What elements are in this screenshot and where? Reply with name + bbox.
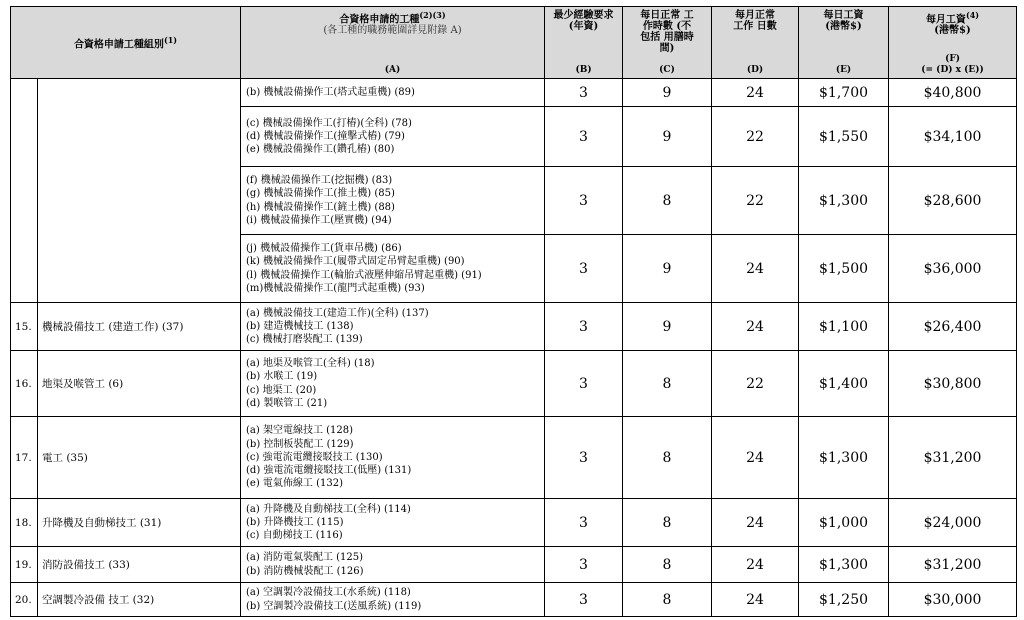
occupation-item: (c) 強電流電纜接駁技工 (130)	[246, 451, 383, 463]
monthly-wage-value: $24,000	[889, 499, 1017, 547]
header-occupation-col-label: (A)	[384, 65, 401, 75]
group-number	[11, 79, 38, 303]
occupation-item: (c) 地渠工 (20)	[246, 384, 317, 396]
occupation-item: (d) 機械設備操作工(撞擊式樁) (79)	[246, 130, 405, 142]
header-days-label: 每月正常 工作 日數	[733, 10, 777, 32]
occupation-item: (e) 電氣佈線工 (132)	[246, 478, 343, 490]
monthly-wage-value: $30,800	[889, 351, 1017, 417]
occupation-list	[241, 303, 545, 351]
group-number: 17.	[11, 417, 38, 499]
table-row	[11, 79, 1017, 107]
days-value: 24	[712, 303, 799, 351]
daily-wage-value: $1,550	[799, 107, 889, 167]
experience-value: 3	[545, 547, 623, 583]
hours-value: 8	[623, 417, 712, 499]
table-row	[11, 547, 1017, 583]
table-row	[11, 417, 1017, 499]
occupation-item: (a) 升降機及自動梯技工(全科) (114)	[246, 503, 411, 515]
hours-value: 9	[623, 79, 712, 107]
occupation-list	[241, 107, 545, 167]
occupation-item: (e) 機械設備操作工(鑽孔樁) (80)	[246, 144, 395, 156]
monthly-wage-value: $36,000	[889, 235, 1017, 303]
occupation-list	[241, 351, 545, 417]
occupation-list	[241, 235, 545, 303]
header-occupation-sub: (各工種的職務範圍詳見附錄 A)	[323, 25, 462, 37]
header-group-label: 合資格申請工種組別	[73, 39, 164, 51]
occupation-list	[241, 583, 545, 617]
header-hours-label: 每日正常 工作時數 (不包括 用膳時間)	[640, 10, 694, 54]
daily-wage-value: $1,300	[799, 417, 889, 499]
occupation-item: (d) 製喉管工 (21)	[246, 397, 328, 409]
hours-value: 8	[623, 351, 712, 417]
hours-value: 9	[623, 107, 712, 167]
header-monthly-wage-note: (4)	[965, 10, 980, 20]
monthly-wage-value: $31,200	[889, 547, 1017, 583]
daily-wage-value: $1,000	[799, 499, 889, 547]
days-value: 24	[712, 235, 799, 303]
monthly-wage-value: $31,200	[889, 417, 1017, 499]
header-monthly-wage-unit: (港幣$)	[934, 25, 971, 37]
experience-value: 3	[545, 167, 623, 235]
table-header	[11, 7, 1017, 79]
occupation-list	[241, 417, 545, 499]
occupation-item: (c) 機械設備操作工(打樁)(全科) (78)	[246, 117, 412, 129]
header-occupation-note: (2)(3)	[419, 10, 446, 20]
occupation-item: (m)機械設備操作工(龍門式起重機) (93)	[246, 282, 425, 294]
experience-value: 3	[545, 79, 623, 107]
monthly-wage-value: $28,600	[889, 167, 1017, 235]
monthly-wage-value: $30,000	[889, 583, 1017, 617]
group-number: 16.	[11, 351, 38, 417]
table-row	[11, 303, 1017, 351]
header-experience-label: 最少經驗要求 (年資)	[553, 10, 614, 32]
header-monthly-wage-formula: (= (D) x (E))	[921, 65, 984, 75]
table-body	[11, 79, 1017, 617]
header-hours-col-label: (C)	[659, 65, 675, 75]
occupation-item: (a) 空調製冷設備技工(水系統) (118)	[246, 587, 411, 599]
days-value: 24	[712, 79, 799, 107]
occupation-list	[241, 547, 545, 583]
occupation-item: (b) 升降機技工 (115)	[246, 516, 344, 528]
header-experience-col-label: (B)	[575, 65, 592, 75]
group-name	[38, 79, 241, 303]
header-days-col-label: (D)	[746, 65, 764, 75]
header-daily-wage-label: 每日工資 (港幣$)	[823, 10, 864, 32]
occupation-item: (l) 機械設備操作工(輪胎式液壓伸縮吊臂起重機) (91)	[246, 269, 482, 281]
hours-value: 8	[623, 499, 712, 547]
monthly-wage-value: $26,400	[889, 303, 1017, 351]
header-monthly-wage-col-label: (F)	[945, 54, 960, 64]
experience-value: 3	[545, 417, 623, 499]
occupation-item: (g) 機械設備操作工(推土機) (85)	[246, 188, 395, 200]
hours-value: 9	[623, 303, 712, 351]
occupation-item: (b) 消防機械裝配工 (126)	[246, 565, 364, 577]
hours-value: 8	[623, 583, 712, 617]
occupation-item: (a) 機械設備技工(建造工作)(全科) (137)	[246, 307, 429, 319]
occupation-list	[241, 499, 545, 547]
hours-value: 8	[623, 167, 712, 235]
experience-value: 3	[545, 499, 623, 547]
group-name: 電工 (35)	[38, 417, 241, 499]
experience-value: 3	[545, 351, 623, 417]
group-name: 地渠及喉管工 (6)	[38, 351, 241, 417]
days-value: 22	[712, 107, 799, 167]
hours-value: 9	[623, 235, 712, 303]
header-experience	[545, 7, 623, 79]
occupation-item: (k) 機械設備操作工(履帶式固定吊臂起重機) (90)	[246, 256, 465, 268]
group-name: 升降機及自動梯技工 (31)	[38, 499, 241, 547]
table-row	[11, 351, 1017, 417]
group-number: 18.	[11, 499, 38, 547]
occupation-item: (b) 控制板裝配工 (129)	[246, 438, 354, 450]
occupation-item: (b) 空調製冷設備技工(送風系統) (119)	[246, 600, 422, 612]
header-days	[712, 7, 799, 79]
experience-value: 3	[545, 107, 623, 167]
days-value: 22	[712, 351, 799, 417]
table-row	[11, 583, 1017, 617]
header-daily-wage	[799, 7, 889, 79]
daily-wage-value: $1,300	[799, 547, 889, 583]
header-daily-wage-col-label: (E)	[835, 65, 852, 75]
group-number: 20.	[11, 583, 38, 617]
header-hours	[623, 7, 712, 79]
daily-wage-value: $1,250	[799, 583, 889, 617]
occupation-item: (h) 機械設備操作工(鏟土機) (88)	[246, 201, 395, 213]
daily-wage-value: $1,400	[799, 351, 889, 417]
group-number: 19.	[11, 547, 38, 583]
experience-value: 3	[545, 235, 623, 303]
days-value: 24	[712, 499, 799, 547]
experience-value: 3	[545, 583, 623, 617]
wage-table-container	[10, 6, 1016, 617]
daily-wage-value: $1,500	[799, 235, 889, 303]
occupation-item: (b) 水喉工 (19)	[246, 371, 318, 383]
occupation-item: (a) 架空電線技工 (128)	[246, 425, 354, 437]
days-value: 24	[712, 547, 799, 583]
days-value: 24	[712, 583, 799, 617]
occupation-item: (c) 自動梯技工 (116)	[246, 530, 343, 542]
table-row	[11, 499, 1017, 547]
daily-wage-value: $1,100	[799, 303, 889, 351]
occupation-list	[241, 167, 545, 235]
occupation-item: (a) 消防電氣裝配工 (125)	[246, 552, 364, 564]
group-name: 消防設備技工 (33)	[38, 547, 241, 583]
occupation-item: (b) 機械設備操作工(塔式起重機) (89)	[246, 86, 415, 98]
occupation-item: (i) 機械設備操作工(壓實機) (94)	[246, 214, 392, 226]
hours-value: 8	[623, 547, 712, 583]
monthly-wage-value: $40,800	[889, 79, 1017, 107]
occupation-item: (c) 機械打磨裝配工 (139)	[246, 334, 363, 346]
header-monthly-wage-label: 每月工資	[925, 14, 966, 26]
header-group-note: (1)	[163, 34, 178, 45]
daily-wage-value: $1,300	[799, 167, 889, 235]
wage-table	[10, 6, 1017, 617]
header-occupation	[241, 7, 545, 79]
occupation-list	[241, 79, 545, 107]
header-monthly-wage	[889, 7, 1017, 79]
occupation-item: (f) 機械設備操作工(挖掘機) (83)	[246, 174, 393, 186]
experience-value: 3	[545, 303, 623, 351]
daily-wage-value: $1,700	[799, 79, 889, 107]
days-value: 22	[712, 167, 799, 235]
group-name: 機械設備技工 (建造工作) (37)	[38, 303, 241, 351]
header-occupation-label: 合資格申請的工種	[339, 14, 420, 26]
occupation-item: (b) 建造機械技工 (138)	[246, 320, 354, 332]
occupation-item: (a) 地渠及喉管工(全科) (18)	[246, 357, 375, 369]
occupation-item: (j) 機械設備操作工(貨車吊機) (86)	[246, 242, 402, 254]
occupation-item: (d) 強電流電纜接駁技工(低壓) (131)	[246, 465, 412, 477]
days-value: 24	[712, 417, 799, 499]
group-number: 15.	[11, 303, 38, 351]
group-name: 空調製冷設備 技工 (32)	[38, 583, 241, 617]
monthly-wage-value: $34,100	[889, 107, 1017, 167]
header-group	[11, 7, 241, 79]
